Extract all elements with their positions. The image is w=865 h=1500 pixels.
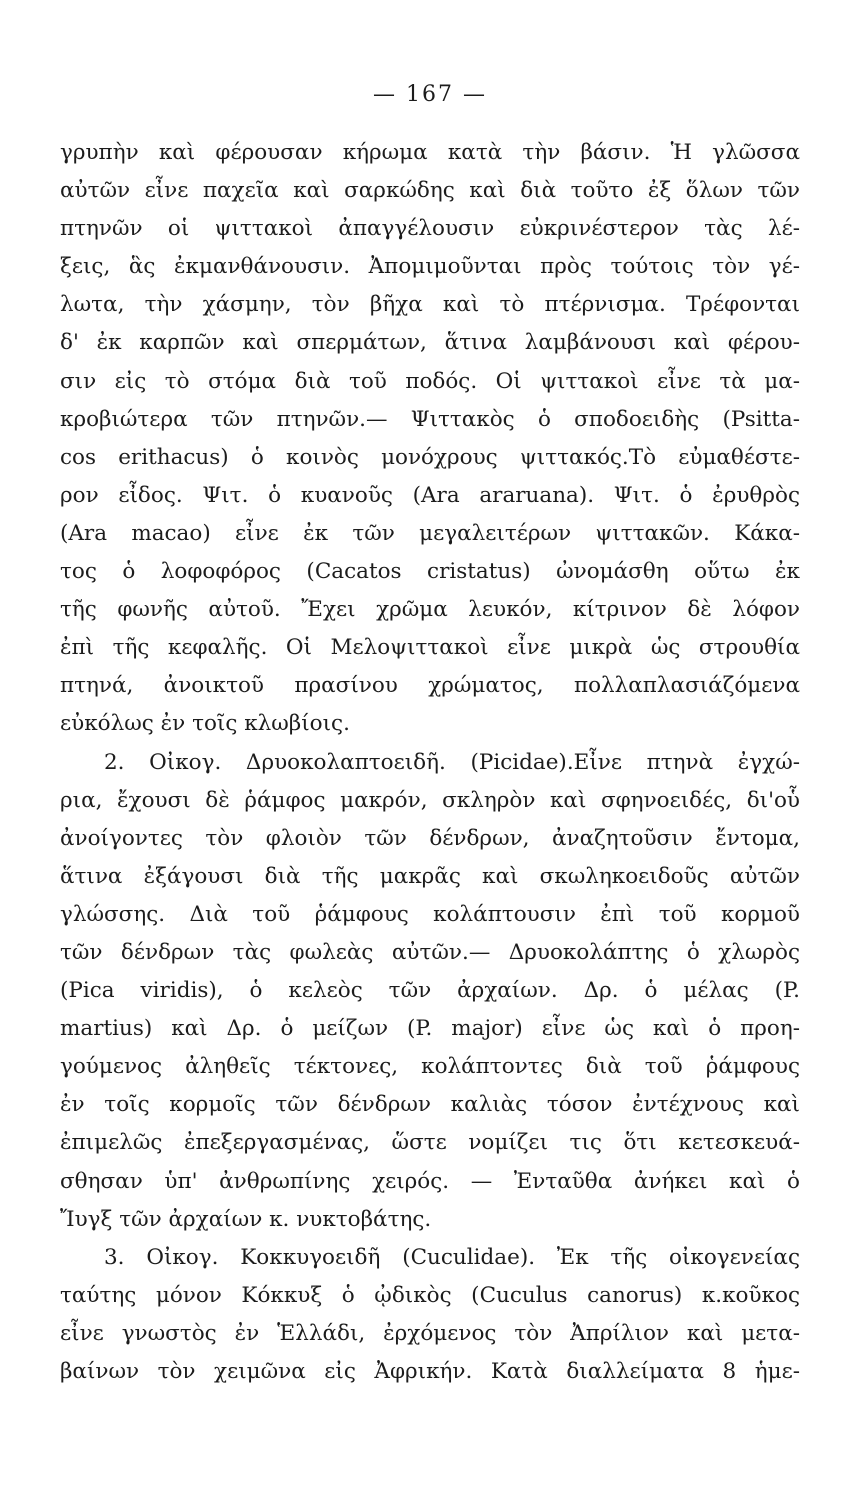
text-line: Ἴυγξ τῶν ἀρχαίων κ. νυκτοβάτης. [60, 1206, 432, 1232]
text-line: κροβιώτερα τῶν πτηνῶν.— Ψιττακὸς ὁ σποδοειδὴς (Psitta- [60, 406, 800, 432]
text-line: ἐν τοῖς κορμοῖς τῶν δένδρων καλιὰς τόσον ἐντέχνους καὶ [60, 1092, 800, 1118]
page-number: — 167 — [373, 82, 487, 107]
text-line: γρυπὴν καὶ φέρουσαν κήρωμα κατὰ τὴν βάσιν. Ἡ γλῶσσα [60, 140, 800, 165]
text-line: ρον εἶδος. Ψιτ. ὁ κυανοῦς (Ara araruana). Ψιτ. ὁ ἐρυθρὸς [60, 482, 800, 508]
text-line: 3. Οἰκογ. Κοκκυγοειδῆ (Cuculidae). Ἐκ τῆς οἰκογενείας [104, 1244, 800, 1270]
text-line: (Ara macao) εἶνε ἐκ τῶν μεγαλειτέρων ψιττακῶν. Κάκα- [60, 520, 800, 546]
text-line: πτηνῶν οἱ ψιττακοὶ ἀπαγγέλουσιν εὐκρινέστερον τὰς λέ- [60, 216, 800, 242]
text-line: γούμενος ἀληθεῖς τέκτονες, κολάπτοντες διὰ τοῦ ῥάμφους [60, 1054, 800, 1080]
text-line: δ' ἐκ καρπῶν καὶ σπερμάτων, ἅτινα λαμβάνουσι καὶ φέρου- [60, 330, 800, 356]
text-line: βαίνων τὸν χειμῶνα εἰς Ἀφρικήν. Κατὰ διαλλείματα 8 ἡμε- [60, 1359, 800, 1384]
text-line: ἀνοίγοντες τὸν φλοιὸν τῶν δένδρων, ἀναζητοῦσιν ἔντομα, [60, 825, 800, 851]
text-line: ρια, ἔχουσι δὲ ῥάμφος μακρόν, σκληρὸν καὶ σφηνοειδές, δι'οὗ [60, 787, 800, 813]
text-line: 2. Οἰκογ. Δρυοκολαπτοειδῆ. (Picidae).Εἶνε πτηνὰ ἐγχώ- [104, 749, 800, 775]
text-line: ἐπὶ τῆς κεφαλῆς. Οἱ Μελοψιττακοὶ εἶνε μικρὰ ὡς στρουθία [60, 635, 800, 661]
text-line: σιν εἰς τὸ στόμα διὰ τοῦ ποδός. Οἱ ψιττακοὶ εἶνε τὰ μα- [60, 368, 800, 394]
text-line: cos erithacus) ὁ κοινὸς μονόχρους ψιττακός.Τὸ εὐμαθέστε- [60, 444, 800, 470]
text-line: εἶνε γνωστὸς ἐν Ἑλλάδι, ἐρχόμενος τὸν Ἀπρίλιον καὶ μετα- [60, 1320, 800, 1346]
text-line: αὐτῶν εἶνε παχεῖα καὶ σαρκώδης καὶ διὰ τοῦτο ἐξ ὅλων τῶν [60, 178, 800, 204]
text-line: πτηνά, ἀνοικτοῦ πρασίνου χρώματος, πολλαπλασιάζόμενα [60, 673, 800, 699]
text-line: τῶν δένδρων τὰς φωλεὰς αὐτῶν.— Δρυοκολάπτης ὁ χλωρὸς [60, 939, 800, 965]
text-line: γλώσσης. Διὰ τοῦ ῥάμφους κολάπτουσιν ἐπὶ τοῦ κορμοῦ [60, 901, 800, 927]
text-body [60, 134, 800, 1391]
text-line: εὐκόλως ἐν τοῖς κλωβίοις. [60, 711, 350, 737]
text-line: (Pica viridis), ὁ κελεὸς τῶν ἀρχαίων. Δρ. ὁ μέλας (P. [60, 978, 800, 1004]
text-line: τος ὁ λοφοφόρος (Cacatos cristatus) ὠνομάσθη οὕτω ἐκ [60, 559, 800, 585]
book-page [60, 80, 800, 1391]
text-line: ταύτης μόνον Κόκκυξ ὁ ᾠδικὸς (Cuculus canorus) κ.κοῦκος [60, 1282, 800, 1308]
text-line: ἅτινα ἐξάγουσι διὰ τῆς μακρᾶς καὶ σκωληκοειδοῦς αὐτῶν [60, 863, 800, 889]
text-line: λωτα, τὴν χάσμην, τὸν βῆχα καὶ τὸ πτέρνισμα. Τρέφονται [60, 292, 800, 318]
text-line: martius) καὶ Δρ. ὁ μείζων (P. major) εἶνε ὡς καὶ ὁ προη- [60, 1016, 800, 1042]
text-line: ἐπιμελῶς ἐπεξεργασμένας, ὥστε νομίζει τις ὅτι κετεσκευά- [60, 1130, 800, 1156]
text-line: σθησαν ὑπ' ἀνθρωπίνης χειρός. — Ἐνταῦθα ἀνήκει καὶ ὁ [60, 1168, 800, 1194]
text-line: ξεις, ἃς ἐκμανθάνουσιν. Ἀπομιμοῦνται πρὸς τούτοις τὸν γέ- [60, 254, 800, 280]
text-line: τῆς φωνῆς αὐτοῦ. Ἔχει χρῶμα λευκόν, κίτρινον δὲ λόφον [60, 597, 800, 623]
